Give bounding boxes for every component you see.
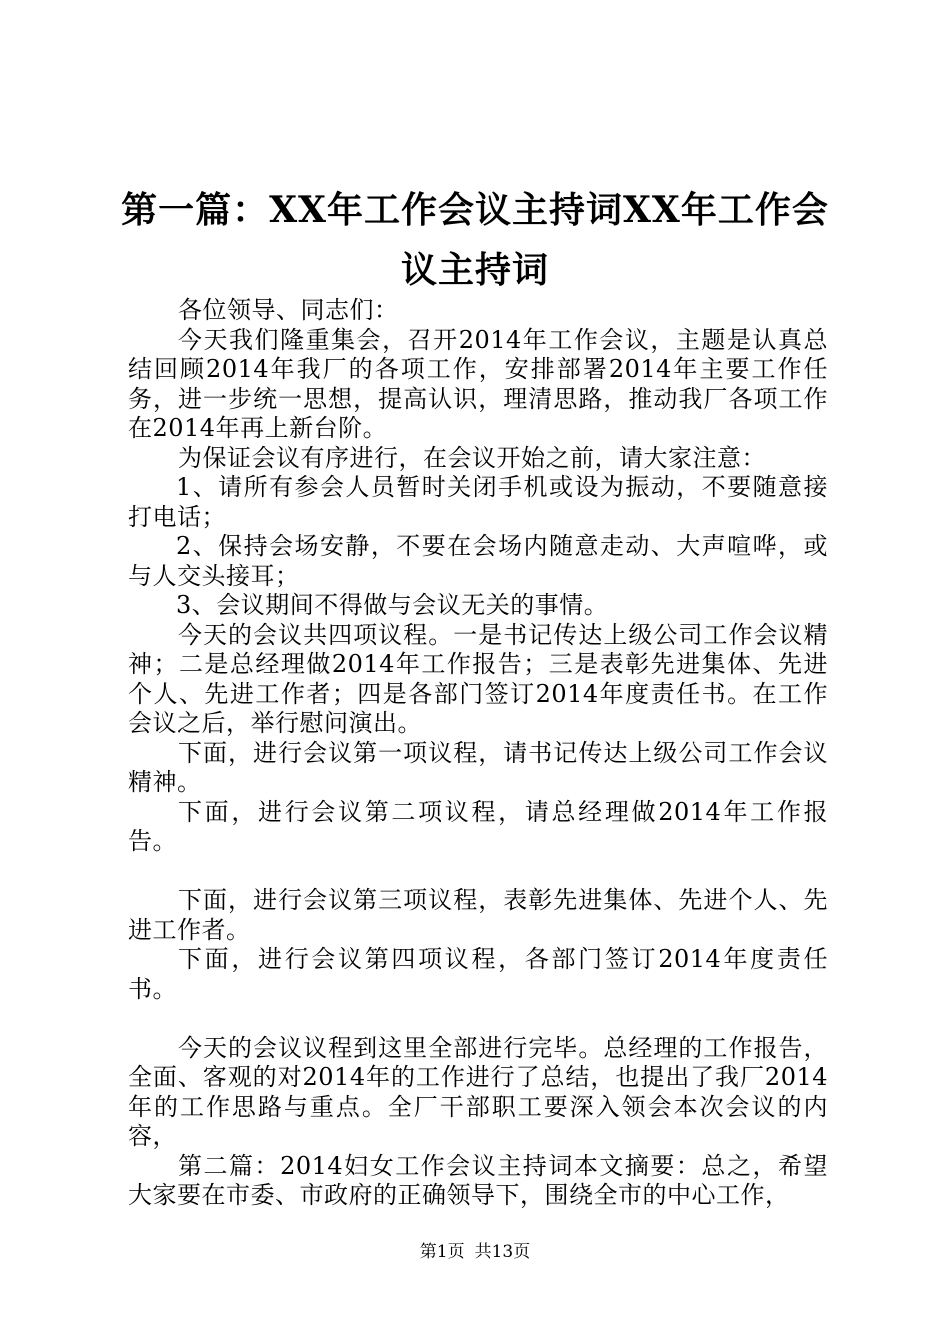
page-total: 共13页 <box>474 1242 531 1262</box>
paragraph-item-1: 下面，进行会议第一项议程，请书记传达上级公司工作会议精神。 <box>128 738 828 796</box>
paragraph-opening: 今天我们隆重集会，召开2014年工作会议，主题是认真总结回顾2014年我厂的各项工作，安排部署2014年主要工作任务，进一步统一思想，提高认识，理清思路，推动我厂各项工作在2014年再上新台阶。 <box>128 325 828 442</box>
paragraph-notice-1: 1、请所有参会人员暂时关闭手机或设为振动，不要随意接打电话； <box>128 473 828 531</box>
document-title: 第一篇：XX年工作会议主持词XX年工作会议主持词 <box>121 189 829 291</box>
paragraph-item-3: 下面，进行会议第三项议程，表彰先进集体、先进个人、先进工作者。 <box>128 886 828 944</box>
paragraph-notice-intro: 为保证会议有序进行，在会议开始之前，请大家注意： <box>178 443 766 472</box>
paragraph-closing: 今天的会议议程到这里全部进行完毕。总经理的工作报告，全面、客观的对2014年的工作进行了总结，也提出了我厂2014年的工作思路与重点。全厂干部职工要深入领会本次会议的内容， <box>128 1033 828 1150</box>
document-body <box>128 296 828 1211</box>
paragraph-notice-2: 2、保持会场安静，不要在会场内随意走动、大声喧哗，或与人交头接耳； <box>128 532 828 590</box>
paragraph-salutation: 各位领导、同志们： <box>178 296 399 324</box>
page-number: 第1页 <box>419 1242 465 1262</box>
paragraph-notice-3: 3、会议期间不得做与会议无关的事情。 <box>176 591 609 619</box>
page-footer <box>0 1240 950 1264</box>
paragraph-item-2: 下面，进行会议第二项议程，请总经理做2014年工作报告。 <box>128 797 828 855</box>
paragraph-second-article: 第二篇：2014妇女工作会议主持词本文摘要：总之，希望大家要在市委、市政府的正确领导下，围绕全市的中心工作， <box>128 1151 828 1209</box>
paragraph-agenda: 今天的会议共四项议程。一是书记传达上级公司工作会议精神；二是总经理做2014年工作报告；三是表彰先进集体、先进个人、先进工作者；四是各部门签订2014年度责任书。在工作会议之后，举行慰问演出。 <box>128 620 828 737</box>
paragraph-item-4: 下面，进行会议第四项议程，各部门签订2014年度责任书。 <box>128 945 828 1003</box>
